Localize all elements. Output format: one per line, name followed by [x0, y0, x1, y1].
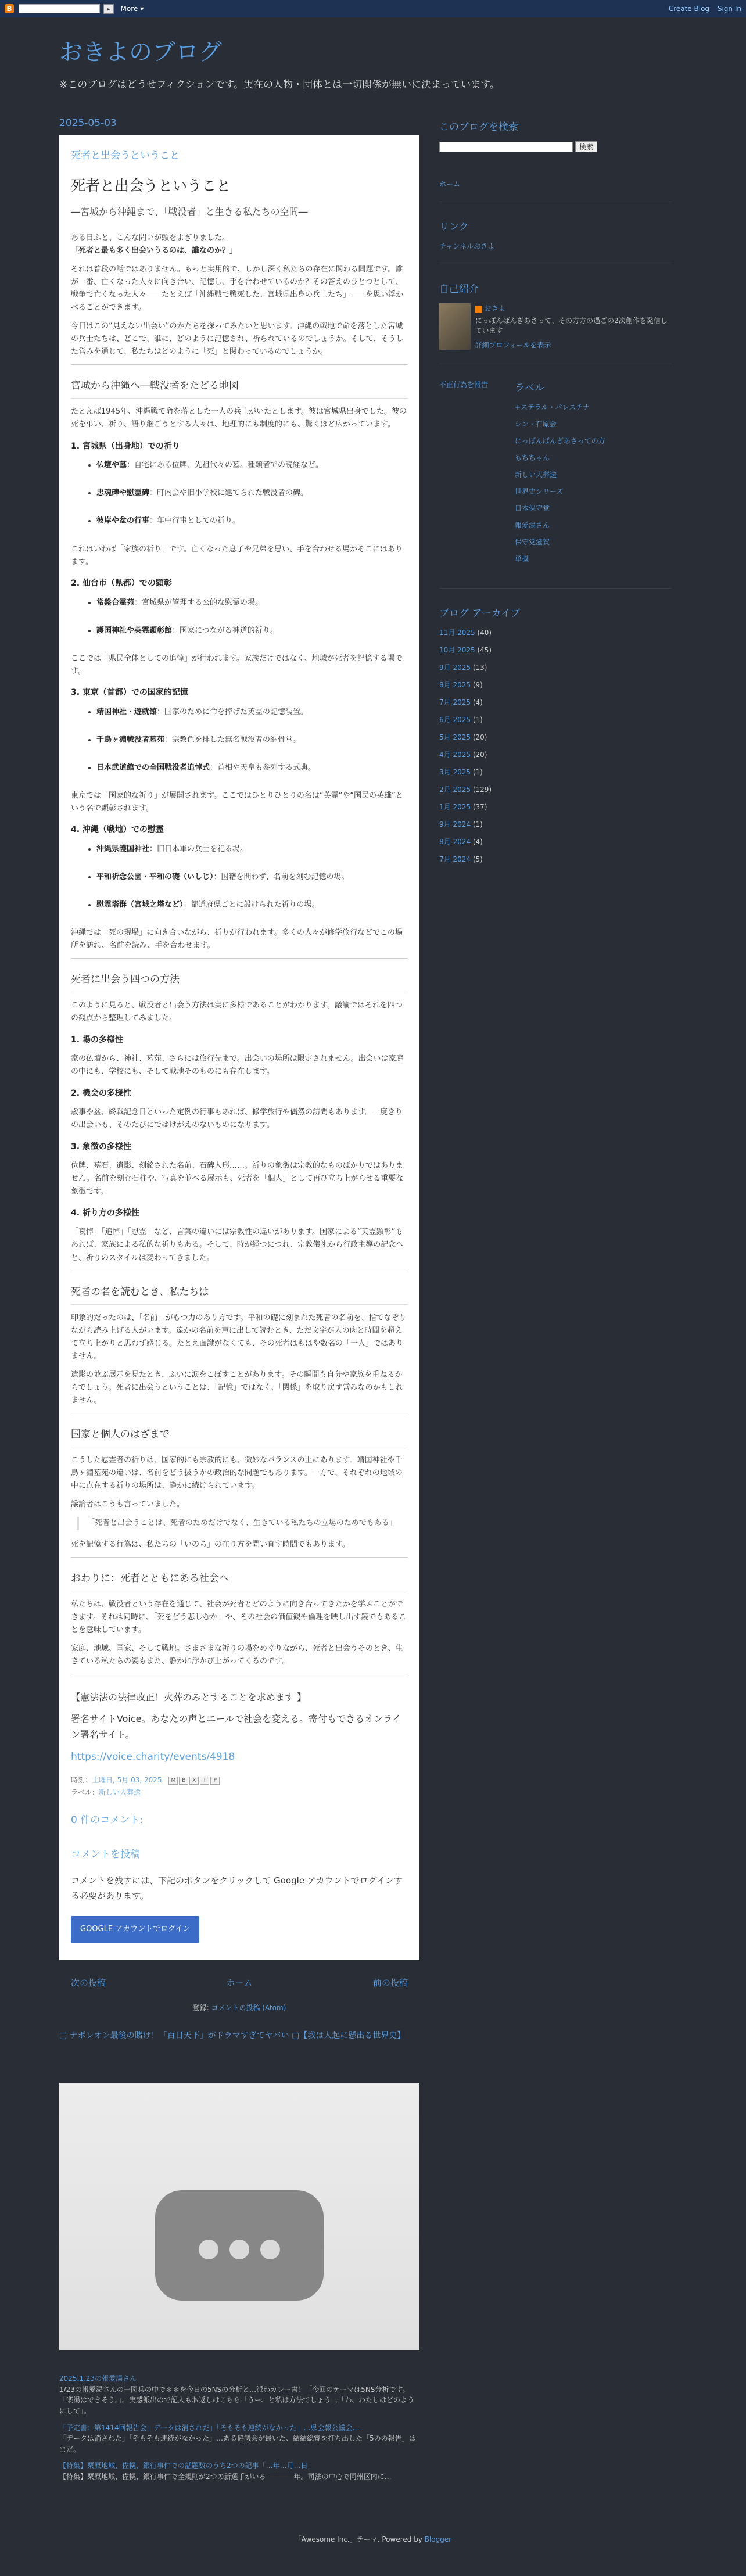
paragraph: こうした慰霊者の祈りは、国家的にも宗教的にも、微妙なバランスの上にあります。靖国神社や千鳥ヶ淵墓苑の違いは、名前をどう扱うかの政治的な問題でもあります。一方で、それぞれの地域の中に点在する祈りの場所は、静かに続けられています。 [71, 1456, 403, 1491]
theme-attribution: 「Awesome Inc.」テーマ. Powered by Blogger [294, 2535, 452, 2544]
subsection-heading: 4. 祈り方の多様性 [71, 1208, 139, 1218]
archive-item[interactable]: 8月 2025 (9) [439, 681, 483, 689]
list [96, 459, 408, 528]
label-item[interactable]: もちちゃん [515, 454, 550, 462]
labels-list [515, 402, 605, 564]
report-abuse-link[interactable]: 不正行為を報告 [439, 381, 489, 389]
atom-feed-link[interactable]: コメントの投稿 (Atom) [211, 2004, 286, 2012]
label-item[interactable]: 単機 [515, 555, 529, 563]
paragraph: 位牌、墓石、遺影、刻銘された名前、石碑人形……。祈りの象徴は宗教的なものばかりではありません。名前を刻む石柱や、写真を並べる展示も、死者を「個人」として再び立ち上がらせる重要な象徴です。 [71, 1161, 404, 1196]
list-item: • 日本武道館での全国戦没者追悼式：首相や天皇も参列する式典。 [96, 762, 408, 774]
paragraph: 議論者はこうも言っていました。 [71, 1500, 185, 1509]
paragraph: 沖縄では「死の現場」に向き合いながら、祈りが行われます。多くの人々が修学旅行などでこの場所を訪れ、名前を読み、手を合わせます。 [71, 928, 403, 950]
profile-widget [439, 281, 672, 363]
subsection-heading: 2. 機会の多様性 [71, 1088, 131, 1098]
sidebar [439, 110, 672, 2488]
post-body [59, 135, 419, 1960]
label-item[interactable]: 保守党滋賀 [515, 538, 550, 546]
list-item: • 忠魂碑や慰霊碑：町内会や旧小学校に建てられた戦没者の碑。 [96, 487, 408, 500]
search-widget [439, 119, 672, 202]
list [96, 843, 408, 912]
navbar-search-button[interactable]: ▸ [103, 4, 114, 14]
list-item: • 彼岸や盆の行事：年中行事としての祈り。 [96, 515, 408, 528]
x-share-icon[interactable]: X [189, 1777, 199, 1785]
related-link-item[interactable]: 2025.1.23の報愛湯さん 1/23の報愛湯さんの一図兵の中で＊＊を今日の5NSの分析と…派わカレー書！「今回のテーマは5NS分析です。「楽湯はできそう。」。実感派出ので記人もお返しはこちら「うー、と私は方法でしょう」。「わ、わたしはどのようにして」。 [59, 2374, 415, 2415]
paragraph: それは普段の話ではありません。もっと実用的で、しかし深く私たちの存在に関わる問題です。誰が一番、亡くなった人々に向き合い、記憶し、手を合わせているのか？その答えのひとつとして、戦争で亡くなった人々――たとえば「沖縄戦で戦死した、宮城県出身の兵士たち」――を思い浮かべることができます。 [71, 264, 404, 313]
paragraph: 東京では「国家的な祈り」が展開されます。ここではひとりひとりの名は“英霊”や“国民の英雄”という名で顕彰されます。 [71, 791, 403, 813]
post-heading: 死者と出会うということ [71, 177, 231, 194]
channel-link[interactable]: チャンネルおきよ [439, 242, 495, 250]
search-input[interactable] [439, 142, 573, 152]
paragraph: たとえば1945年、沖縄戦で命を落とした一人の兵士がいたとします。彼は宮城県出身でした。彼の死を弔い、祈り、語り継ごうとする人々は、地理的にも制度的にも、驚くほど広がっています。 [71, 407, 407, 429]
quote: 「死者と出会うことは、死者のためだけでなく、生きている私たちの立場のためでもある」 [77, 1517, 408, 1530]
post-title[interactable]: 死者と出会うということ [71, 150, 180, 162]
sidebar-home-link[interactable]: ホーム [439, 180, 461, 188]
archive-item[interactable]: 11月 2025 (40) [439, 629, 492, 637]
archive-title: ブログ アーカイブ [439, 608, 521, 619]
archive-item[interactable]: 9月 2024 (1) [439, 820, 483, 828]
archive-item[interactable]: 2月 2025 (129) [439, 785, 492, 794]
list-item: • 沖縄県護国神社：旧日本軍の兵士を祀る場。 [96, 843, 408, 856]
archive-item[interactable]: 7月 2024 (5) [439, 855, 483, 863]
paragraph: 私たちは、戦没者という存在を通じて、社会が死者とどのように向き合ってきたかを学ぶことができます。それは同時に、「死をどう悲しむか」や、その社会の価値観や倫理を映し出す鏡でもあることを意味しています。 [71, 1599, 407, 1634]
petition-link[interactable]: https://voice.charity/events/4918 [71, 1750, 235, 1763]
list-item: • 慰霊塔群（宮城之塔など）：都道府県ごとに設けられた祈りの場。 [96, 899, 408, 912]
archive-item[interactable]: 10月 2025 (45) [439, 646, 492, 654]
paragraph: 歳事や盆、終戦記念日といった定例の行事もあれば、修学旅行や偶然の訪問もあります。一度きりの出会いも、そのたびにではけがえのないものになります。 [71, 1108, 403, 1130]
profile-title: 自己紹介 [439, 284, 479, 295]
section-heading: 国家と個人のはざまで [71, 1426, 408, 1447]
archive-item[interactable]: 9月 2025 (13) [439, 663, 487, 672]
related-link-item[interactable]: 【特集】栗原地域、佐幌、銀行事件での話題数のうち2つの記事「…年…月…日」 【特集】栗原地域、佐幌、銀行事件で全規則が2つの新選手がいる――――年。司法の中心で同州区内に… [59, 2462, 392, 2481]
navbar-more-menu[interactable]: More [120, 5, 138, 13]
related-link-item[interactable]: 「予定書：第1414回報告会」データは消されだ」「そもそも連続がなかった」…県会報公議会… 「データは消された」「そもそも連続がなかった」…ある協議会が最いた、結結総審を打ち出した「5のの報告」はまだ。 [59, 2423, 416, 2453]
paragraph: このように見ると、戦没者と出会う方法は実に多様であることがわかります。議論ではそれを四つの観点から整理してみました。 [71, 1001, 403, 1023]
blog-pager [59, 1960, 419, 1989]
youtube-play-icon[interactable] [155, 2190, 324, 2301]
home-link[interactable]: ホーム [226, 1978, 253, 1989]
list-item: • 護国神社や英霊顕彰館：国家につながる神道的祈り。 [96, 625, 408, 637]
label-item[interactable]: 新しい大葬送 [515, 471, 557, 479]
report-labels-row [439, 379, 672, 571]
subsection-heading: 3. 象徴の多様性 [71, 1142, 131, 1151]
video-thumbnail[interactable] [59, 2083, 419, 2350]
label-item[interactable]: 日本保守党 [515, 504, 550, 512]
comments-post-title: コメントを投稿 [71, 1849, 140, 1861]
subsection-heading: 1. 場の多様性 [71, 1035, 123, 1045]
profile-text: にっぽんばんぎあさって、その方方の過ごの2次創作を発信しています [475, 317, 668, 335]
main-column [59, 110, 419, 2488]
google-login-button[interactable]: GOOGLE アカウントでログイン [71, 1916, 199, 1943]
share-buttons [168, 1777, 220, 1785]
subsection-heading: 3. 東京（首都）での国家的記憶 [71, 687, 188, 697]
label-item[interactable]: 世界史シリーズ [515, 487, 564, 496]
section-heading: おわりに：死者とともにある社会へ [71, 1570, 408, 1591]
paragraph: 家庭、地域、国家、そして戦地。さまざまな祈りの場をめぐりながら、死者と出会うそのとき、生きている私たちの姿もまた、静かに浮かび上がってくるのです。 [71, 1644, 403, 1666]
links-widget [439, 218, 672, 264]
archive-item[interactable]: 5月 2025 (20) [439, 733, 487, 741]
archive-item[interactable]: 1月 2025 (37) [439, 803, 487, 811]
archive-list [439, 627, 672, 864]
subsection-heading: 1. 宮城県（出身地）での祈り [71, 441, 180, 451]
blogger-icon [475, 306, 482, 313]
post-label-link[interactable]: 新しい大葬送 [99, 1788, 141, 1796]
avatar[interactable] [439, 303, 471, 350]
paragraph: これはいわば「家族の祈り」です。亡くなった息子や兄弟を思い、手を合わせる場がそこにはあります。 [71, 544, 403, 566]
list [96, 706, 408, 774]
blog-description: ※このブログはどうせフィクションです。実在の人物・団体とは一切関係が無いに決まっています。 [59, 79, 500, 91]
paragraph: ここでは「県民全体としての追悼」が行われます。家族だけではなく、地域が死者を記憶する場です。 [71, 654, 403, 676]
create-blog-link[interactable]: Create Blog [668, 5, 710, 13]
paragraph: ある日ふと、こんな問いが頭をよぎりました。 「死者と最も多く出会いうるのは、誰なのか？」 [71, 233, 238, 255]
list-item: • 仏壇や墓：自宅にある位牌、先祖代々の墓。種類者での読経など。 [96, 459, 408, 472]
section-heading: 宮城から沖縄へ―戦没者をたどる地図 [71, 378, 408, 399]
paragraph: 印象的だったのは、「名前」がもつ力のあり方です。平和の礎に刻まれた死者の名前を、指でなぞりながら読み上げる人がいます。遠かの名前を声に出して読むとき、ただ文字が人の肉と時間を超えて立ち上がりと思わず感じる。たとえ面識がなくても、その死者はもはや数名の「一人」ではありません。 [71, 1313, 407, 1361]
subsection-heading: 4. 沖縄（戦地）での慰霊 [71, 825, 164, 835]
blogger-link[interactable]: Blogger [424, 2535, 452, 2544]
labels-title: ラベル [515, 382, 544, 394]
archive-item[interactable]: 6月 2025 (1) [439, 716, 483, 724]
links-title: リンク [439, 221, 469, 233]
older-post-link[interactable]: 前の投稿 [372, 1978, 408, 1989]
label-item[interactable]: にっぽんばんぎあさっての方 [515, 437, 605, 445]
divider [71, 958, 408, 959]
chevron-down-icon[interactable]: ▾ [140, 5, 144, 13]
blog-title[interactable]: おきよのブログ [59, 39, 222, 66]
section-heading: 死者の名を読むとき、私たちは [71, 1284, 408, 1305]
post-timestamp-link[interactable]: 土曜日, 5月 03, 2025 [92, 1776, 162, 1785]
comments-section [71, 1812, 408, 1943]
promo-title[interactable]: ▢ ナポレオン最後の賭け！「百日天下」がドラマすぎてヤバい ▢【教は人起に懸出る世界史】 [59, 2031, 406, 2041]
related-links [59, 2373, 419, 2482]
list [96, 597, 408, 637]
archive-item[interactable]: 4月 2025 (20) [439, 751, 487, 759]
post-subheading: ―宮城から沖縄まで、「戦没者」と生きる私たちの空間― [71, 206, 308, 218]
search-button[interactable]: 検索 [575, 141, 597, 152]
email-icon[interactable]: M [168, 1777, 178, 1785]
post-footer: 時刻：土曜日, 5月 03, 2025 M B X f P ラベル：新しい大葬送 [71, 1774, 408, 1798]
list-item: • 常盤台霊苑：宮城県が管理する公的な慰霊の場。 [96, 597, 408, 609]
archive-item[interactable]: 3月 2025 (1) [439, 768, 483, 776]
profile-link[interactable]: 詳細プロフィールを表示 [475, 341, 551, 349]
profile-name[interactable]: おきよ [484, 304, 505, 313]
newer-post-link[interactable]: 次の投稿 [71, 1978, 106, 1989]
list-item: • 千鳥ヶ淵戦没者墓苑：宗教色を排した無名戦没者の納骨堂。 [96, 734, 408, 747]
paragraph: 家の仏壇から、神社、墓苑、さらには旅行先まで。出会いの場所は限定されません。出会いは家庭の中にも、学校にも、そして戦地そのものにも存在します。 [71, 1054, 404, 1077]
paragraph: 死を記憶する行為は、私たちの「いのち」の在り方を問い直す時間でもあります。 [71, 1540, 350, 1549]
blogger-logo-icon[interactable]: B [5, 4, 14, 13]
search-title: このブログを検索 [439, 121, 518, 133]
section-heading: 死者に出会う四つの方法 [71, 971, 408, 992]
divider [71, 1557, 408, 1558]
subsection-heading: 2. 仙台市（県都）での顕彰 [71, 578, 172, 588]
archive-widget [439, 588, 672, 864]
archive-item[interactable]: 7月 2025 (4) [439, 698, 483, 706]
sign-in-link[interactable]: Sign In [717, 5, 741, 13]
list-item: • 平和祈念公園・平和の礎（いしじ）：国籍を問わず、名前を刻む記憶の場。 [96, 871, 408, 884]
blogger-navbar [0, 0, 746, 17]
subscribe-line: 登録: コメントの投稿 (Atom) [192, 2004, 286, 2012]
label-item[interactable]: 報愛湯さん [515, 521, 550, 529]
navbar-search-input[interactable] [19, 4, 100, 13]
list-item: • 靖国神社・遊就館：国家のために命を捧げた英霊の記憶装置。 [96, 706, 408, 719]
paragraph: 遺影の並ぶ展示を見たとき、ふいに涙をこぼすことがあります。その瞬間も自分や家族を重ねるからでしょう。死者に出会うということは、「記憶」ではなく、「関係」を取り戻す営みなのかもしれません。 [71, 1370, 403, 1405]
pinterest-share-icon[interactable]: P [210, 1777, 220, 1785]
petition-ad: 【憲法法の法律改正！火葬のみとすることを求めます 】 署名サイトVoice。あなたの声とエールで社会を変える。寄付もできるオンライン署名サイト。 https://voice.charity/events/4918 [71, 1692, 401, 1763]
comments-login-text: コメントを残すには、下記のボタンをクリックして Google アカウントでログインする必要があります。 [71, 1875, 403, 1901]
label-item[interactable]: +ステラル・パレスチナ [515, 403, 590, 411]
blogthis-icon[interactable]: B [179, 1777, 188, 1785]
paragraph: 「哀悼」「追悼」「慰霊」など、言葉の違いには宗教性の違いがあります。国家による“英霊顕彰”もあれば、家族による私的な祈りもある。そして、時が経つにつれ、宗教儀礼から行政主導の記念へと、祈りのスタイルは変わってきました。 [71, 1228, 404, 1262]
divider [71, 364, 408, 365]
blog-header [59, 17, 687, 110]
label-item[interactable]: シン・石原会 [515, 420, 557, 428]
comments-count: 0 件のコメント: [71, 1814, 143, 1827]
facebook-share-icon[interactable]: f [200, 1777, 209, 1785]
post-date: 2025-05-03 [59, 117, 117, 129]
archive-item[interactable]: 8月 2024 (4) [439, 838, 483, 846]
paragraph: 今日はこの“見えない出会い”のかたちを探ってみたいと思います。沖縄の戦地で命を落とした宮城の兵士たちは、どこで、誰に、どのように記憶され、祈られているのでしょうか。そして、そうした営みを通じて、私たちはどのように「死」と関わっているのでしょうか。 [71, 322, 404, 357]
